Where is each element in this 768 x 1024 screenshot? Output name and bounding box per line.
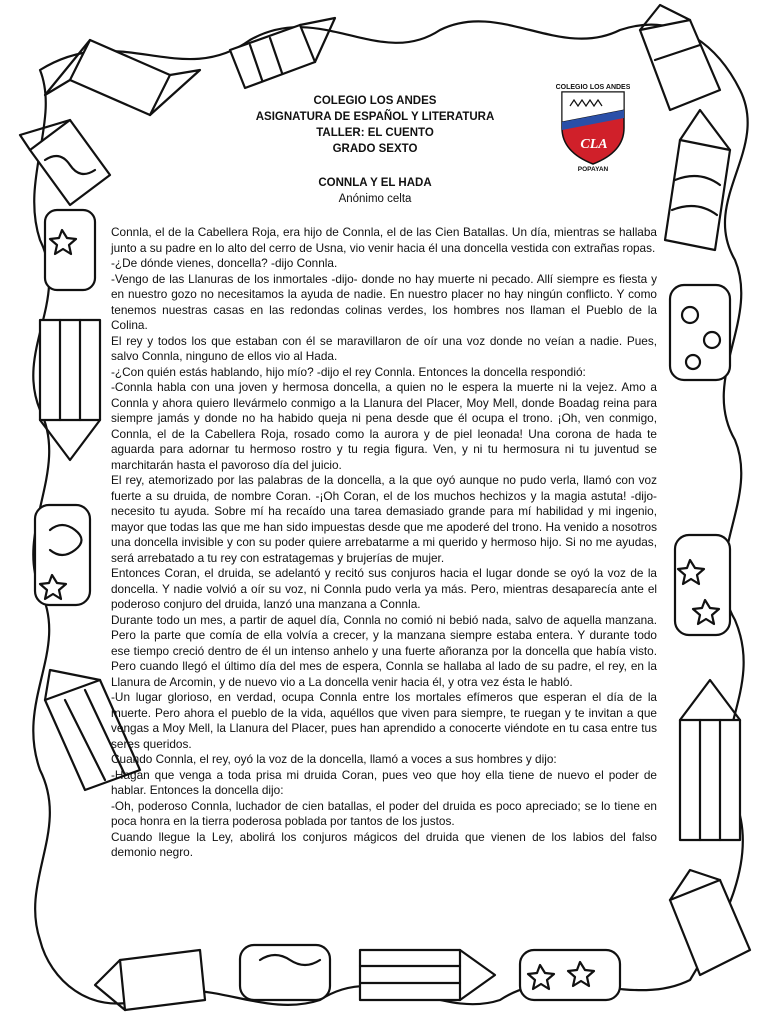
story-paragraph: -¿Con quién estás hablando, hijo mío? -dijo el rey Connla. Entonces la doncella respondió: — [111, 364, 586, 379]
seal-top-text: COLEGIO LOS ANDES — [556, 84, 630, 91]
subject-name: ASIGNATURA DE ESPAÑOL Y LITERATURA — [255, 111, 495, 123]
workshop-name: TALLER: EL CUENTO — [316, 127, 434, 139]
story-paragraph: Cuando Connla, el rey, oyó la voz de la doncella, llamó a voces a sus hombres y dijo: — [111, 752, 557, 766]
document-header — [200, 93, 550, 157]
pencil-bottom-center — [360, 950, 495, 1000]
story-paragraph: El rey, atemorizado por las palabras de la doncella, a la que oyó aunque no pudo verla, llamó con voz fuerte a su druida, de nombre Coran. -¡Oh Coran, el de los muchos hechizos y la magia astuta! -dijo- necesito tu ayuda. Sobre mí ha recaído una tarea demasiado grande para mí habilidad y mi ingenio, mayor que todas las que me han sido impuestas desde que me apoderé del trono. Ha venido a nosotros una doncella invisible y con su poder quiere arrebatarme a mi querido y hermoso hijo. Si no me ayudas, será arrebatado a tu rey con estratagemas y brujerías de mujer. — [111, 473, 657, 565]
cracker-left-1 — [45, 210, 95, 290]
cracker-left-2 — [35, 505, 90, 605]
pencil-right-1 — [665, 110, 730, 250]
story-paragraph: Durante todo un mes, a partir de aquel día, Connla no comió ni bebió nada, salvo de aquella manzana. Pero la parte que comía de ella volvía a crecer, y la manzana siempre estaba entera. Y durante todo ese tiempo creció dentro de él un intenso anhelo y una fuerte añoranza por la doncella que había visto. Pero cuando llegó el último día del mes de espera, Connla se hallaba al lado de su padre, el rey, en la Llanura de Arcomin, y de nuevo vio a La doncella venir hacia él, y otra vez ésta le habló. — [111, 612, 657, 689]
pencil-bottom-left — [95, 950, 205, 1010]
seal-bottom-text: POPAYAN — [577, 166, 609, 172]
story-paragraph: -Un lugar glorioso, en verdad, ocupa Connla entre los mortales efímeros que esperan el día de la muerte. Pero ahora el pueblo de la vida, aquéllos que viven para siempre, te ruegan y te invitan a que vengas a Moy Mell, la Llanura del Placer, pues han aprendido a conocerte viéndote en tu casa entre tus seres queridos. — [111, 690, 657, 751]
pencil-top-right — [640, 5, 720, 110]
story-paragraph: -Oh, poderoso Connla, luchador de cien batallas, el poder del druida es poco apreciado; se lo tiene en poca honra en la tierra poderosa poblada por tantos de los justos. — [111, 798, 657, 828]
seal-monogram: CLA — [580, 137, 608, 152]
grade-name: GRADO SEXTO — [332, 143, 418, 155]
story-paragraph: -Vengo de las Llanuras de los inmortales -dijo- donde no hay muerte ni pecado. Allí siempre es fiesta y en nuestro gozo no necesitamos la ayuda de nadie. En nuestro placer no hay ningún conflicto. Y como tenemos nuestras casas en las redondas colinas verdes, los hombres nos llaman el Pueblo de la Colina. — [111, 271, 657, 332]
pencil-right-2 — [680, 680, 740, 840]
school-name: COLEGIO LOS ANDES — [313, 95, 437, 107]
story-paragraph: -Connla habla con una joven y hermosa doncella, a quien no le espera la muerte ni la vejez. Amo a Connla y ahora quiero llevármelo conmigo a la Llanura del Placer, Moy Mell, donde Boadag reina para siempre jamás y donde no ha habido queja ni pena desde que él ocupa el trono. ¡Oh, ven conmigo, Connla, el de la Cabellera Roja, rosado como la aurora y de piel leonada! Una corona de hada te aguarda para adornar tu hermoso rostro y tu regia figura. Ven, y ni tu hermosura ni tu juventud se marchitarán hasta el pavoroso día del juicio. — [111, 380, 657, 472]
story-body — [111, 225, 657, 861]
pencil-right-3 — [670, 870, 750, 975]
story-title-block — [200, 175, 550, 207]
story-title: CONNLA Y EL HADA — [318, 177, 432, 189]
cracker-right-2 — [675, 535, 730, 635]
story-paragraph: El rey y todos los que estaban con él se maravillaron de oír una voz donde no veían a nadie. Pues, salvo Connla, ninguno de ellos vio al Hada. — [111, 333, 657, 363]
school-seal — [556, 80, 630, 172]
story-paragraph: Connla, el de la Cabellera Roja, era hijo de Connla, el de las Cien Batallas. Un día, mientras se hallaba junto a su padre en lo alto del cerro de Usna, vio venir hacia él una doncella vestida con extrañas ropas. — [111, 225, 657, 255]
cracker-right-1 — [670, 285, 730, 380]
cracker-bottom-1 — [240, 945, 330, 1000]
cracker-bottom-2 — [520, 950, 620, 1000]
story-paragraph: -Hagan que venga a toda prisa mi druida Coran, pues veo que hoy ella tiene de nuevo el poder de hablar. Entonces la doncella dijo: — [111, 767, 657, 797]
story-paragraph: Entonces Coran, el druida, se adelantó y recitó sus conjuros hacia el lugar donde se oyó la voz de la doncella. Y nadie volvió a oír su voz, ni Connla pudo verla ya más. Pero, mientras desaparecía ante el poderoso conjuro del druida, lanzó una manzana a Connla. — [111, 566, 657, 611]
story-paragraph: -¿De dónde vienes, doncella? -dijo Connla. — [111, 256, 338, 270]
story-paragraph: Cuando llegue la Ley, abolirá los conjuros mágicos del druida que vienen de los labios del falso demonio negro. — [111, 829, 657, 859]
story-author: Anónimo celta — [338, 193, 412, 205]
